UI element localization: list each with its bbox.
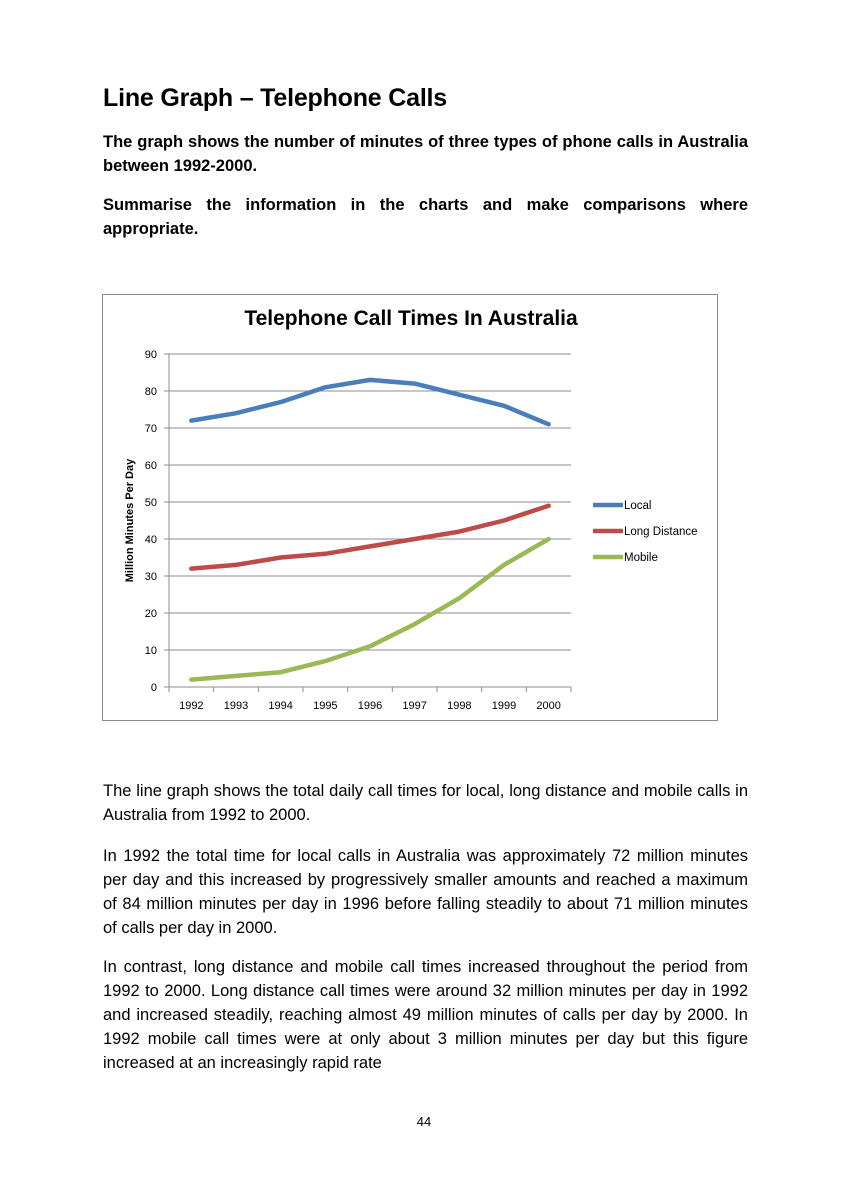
- y-tick-label: 50: [144, 497, 157, 509]
- y-tick-label: 0: [150, 682, 157, 694]
- y-tick-label: 40: [144, 534, 157, 546]
- x-tick-label: 1996: [357, 700, 383, 712]
- line-chart: [102, 294, 718, 721]
- chart-title: Telephone Call Times In Australia: [244, 307, 578, 330]
- x-tick-label: 1995: [313, 700, 338, 712]
- x-tick-label: 1998: [447, 700, 472, 712]
- y-tick-label: 30: [144, 571, 157, 583]
- x-tick-label: 1994: [268, 700, 293, 712]
- paragraph: The line graph shows the total daily call times for local, long distance and mobile calls in Australia from 1992 to 2000.: [103, 782, 748, 824]
- page-number: 44: [416, 1114, 432, 1129]
- task-instruction: Summarise the information in the charts and make comparisons where appropriate.: [103, 196, 748, 238]
- legend-label: Local: [624, 500, 652, 512]
- x-tick-label: 1999: [491, 700, 517, 712]
- x-tick-label: 2000: [536, 700, 561, 712]
- x-tick-label: 1992: [179, 700, 204, 712]
- y-tick-label: 60: [144, 460, 157, 472]
- x-tick-label: 1997: [402, 700, 427, 712]
- x-tick-label: 1993: [223, 700, 249, 712]
- series-line-mobile: [191, 539, 548, 680]
- y-tick-label: 70: [144, 423, 157, 435]
- legend-label: Long Distance: [624, 526, 698, 538]
- series-line-long-distance: [191, 506, 548, 569]
- y-tick-label: 20: [144, 608, 157, 620]
- y-axis-label: Million Minutes Per Day: [124, 458, 136, 583]
- y-tick-label: 80: [144, 386, 157, 398]
- series-line-local: [191, 380, 548, 424]
- y-tick-label: 10: [144, 645, 157, 657]
- y-tick-label: 90: [144, 349, 157, 361]
- task-prompt: The graph shows the number of minutes of three types of phone calls in Australia between 1992-2000.: [103, 133, 748, 175]
- page-title: Line Graph – Telephone Calls: [103, 84, 448, 112]
- legend-label: Mobile: [624, 552, 658, 564]
- paragraph: In contrast, long distance and mobile call times increased throughout the period from 1992 to 2000. Long distance call times were around 32 million minutes per day in 1992 and increased steadily, reaching almost 49 million minutes of calls per day by 2000. In 1992 mobile call times were at only about 3 million minutes per day but this figure increased at an increasingly rapid rate: [103, 958, 748, 1072]
- paragraph: In 1992 the total time for local calls in Australia was approximately 72 million minutes per day and this increased by progressively smaller amounts and reached a maximum of 84 million minutes per day in 1996 before falling steadily to about 71 million minutes of calls per day in 2000.: [103, 847, 748, 937]
- chart-plot: [103, 295, 719, 722]
